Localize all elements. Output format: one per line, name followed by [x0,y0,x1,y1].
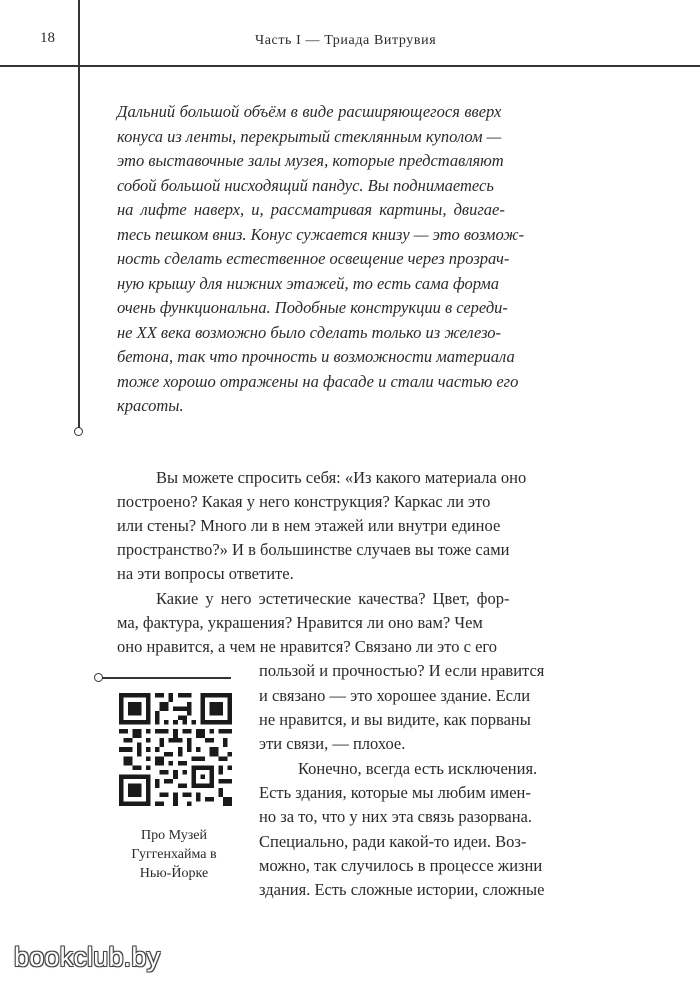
qr-code[interactable] [119,693,232,806]
quote-line: тесь пешком вниз. Конус сужается книзу — это возмож- [117,224,525,244]
italic-quote-block [117,100,647,419]
body-line: построено? Какая у него конструкция? Каркас ли это [117,492,491,511]
quote-line: очень функциональна. Подобные конструкции в середи- [117,298,508,317]
body-line: можно, так случилось в процессе жизни [259,856,543,875]
quote-line: не XX века возможно было сделать только из железо- [117,322,502,342]
watermark: bookclub.by [14,942,161,972]
quote-line: ность сделать естественное освещение через прозрач- [117,249,510,268]
body-line: пользой и прочностью? И если нравится [259,661,545,680]
sidebar-rule [98,677,231,679]
quote-line: ную крышу для нижних этажей, то есть сама форма [117,273,499,293]
margin-rule-end-dot [74,427,83,436]
page-number: 18 [40,30,55,46]
quote-line: на лифте наверх, и, рассматривая картины, двигае- [117,200,505,219]
body-line: не нравится, и вы видите, как порваны [259,710,531,729]
body-line: Вы можете спросить себя: «Из какого материала оно [156,468,527,487]
body-line: ма, фактура, украшения? Нравится ли оно вам? Чем [117,613,483,632]
caption-line: Про Музей [141,828,207,843]
body-line: оно нравится, а чем не нравится? Связано ли это с его [117,637,497,656]
quote-line: конуса из ленты, перекрытый стеклянным куполом — [117,126,502,146]
body-line: или стены? Много ли в нем этажей или внутри единое [117,516,501,535]
quote-line: бетона, так что прочность и возможности материала [117,347,515,366]
caption-line: Гуггенхайма в [131,847,217,862]
quote-line: красоты. [117,396,184,415]
running-head: Часть I — Триада Витрувия [255,33,437,48]
caption-line: Нью-Йорке [139,866,209,881]
body-line: но за то, что у них эта связь разорвана. [259,807,533,826]
body-line: здания. Есть сложные истории, сложные [259,880,545,899]
body-line: Специально, ради какой-то идеи. Воз- [259,832,527,851]
sidebar-rule-dot [94,673,103,682]
header-rule [0,65,700,67]
quote-line: собой большой нисходящий пандус. Вы поднимаетесь [117,175,494,195]
body-line: пространство?» И в большинстве случаев вы тоже сами [117,540,510,559]
qr-caption [110,826,238,883]
quote-line: тоже хорошо отражены на фасаде и стали частью его [117,371,519,391]
quote-line: Дальний большой объём в виде расширяющегося вверх [117,102,502,121]
body-line: Есть здания, которые мы любим имен- [259,783,531,802]
body-line: и связано — это хорошее здание. Если [259,686,531,705]
body-line: на эти вопросы ответите. [117,564,294,583]
body-line: эти связи, — плохое. [259,734,406,753]
margin-rule [78,0,80,430]
quote-line: это выставочные залы музея, которые представляют [117,151,504,170]
body-line: Какие у него эстетические качества? Цвет, фор- [156,589,510,608]
body-line: Конечно, всегда есть исключения. [298,759,538,778]
